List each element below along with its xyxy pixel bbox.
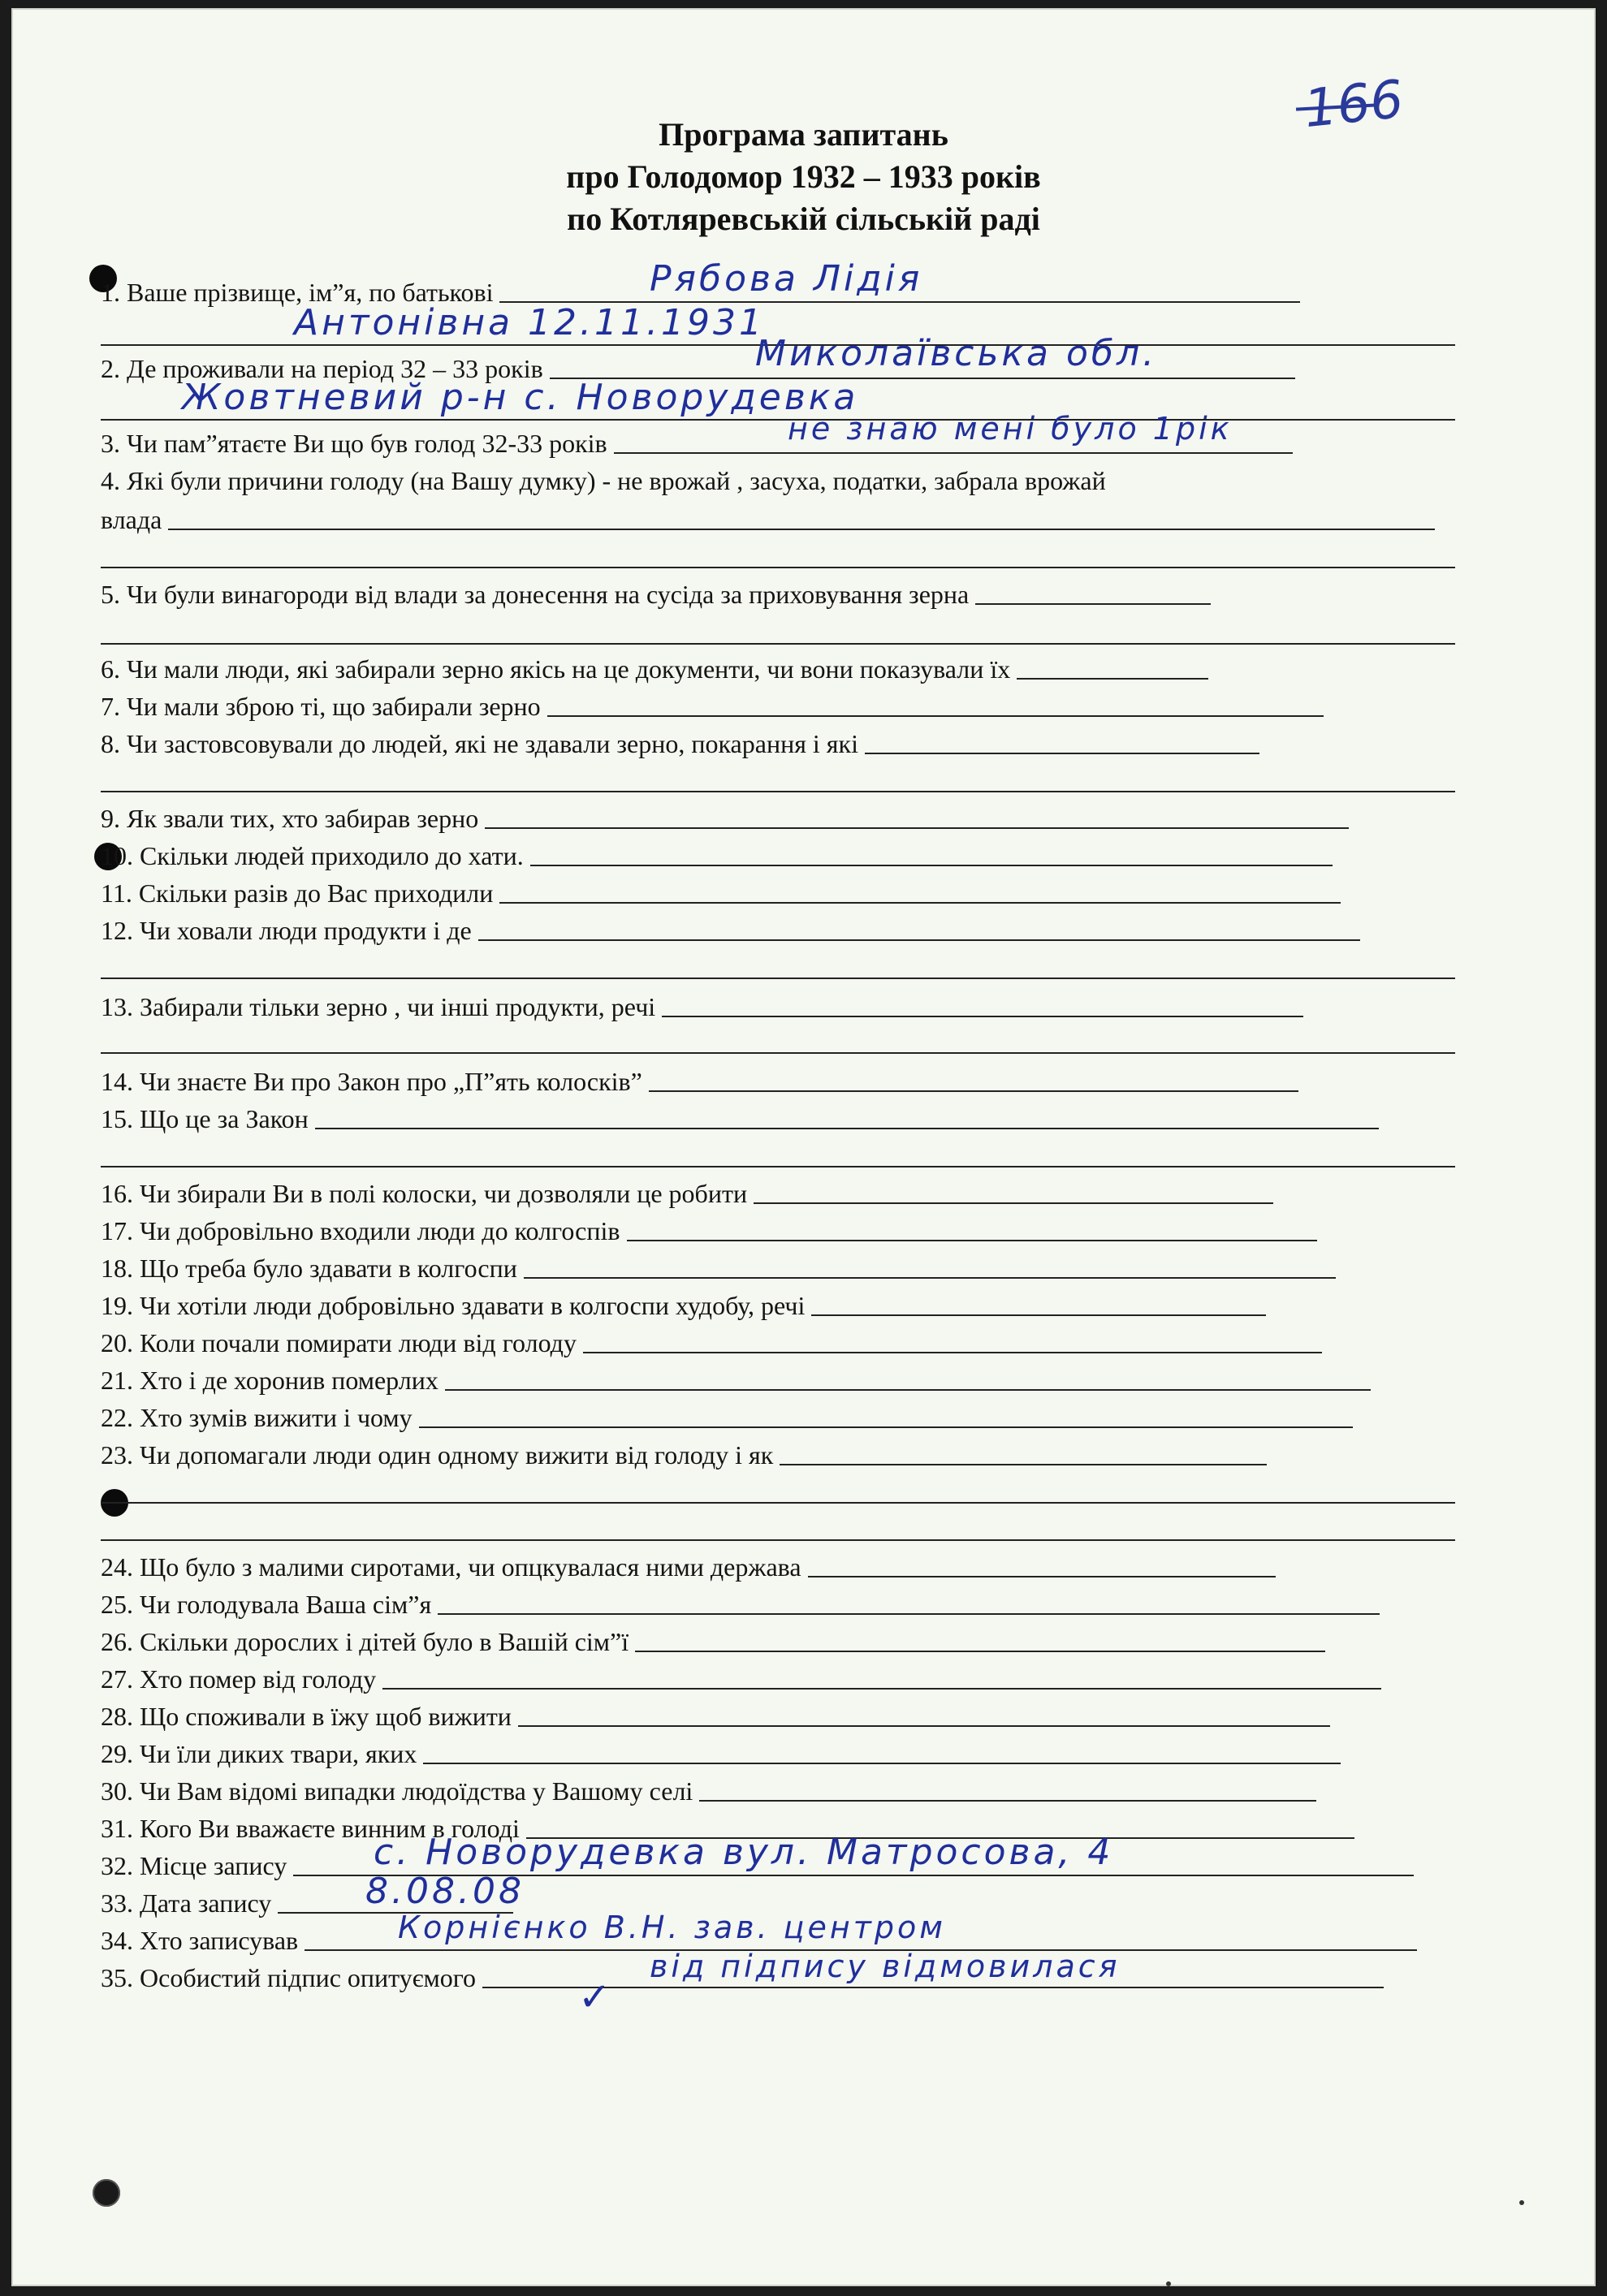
answer-1-line-2: Антонівна 12.11.1931	[294, 302, 765, 343]
title-line-1: Програма запитань	[659, 116, 948, 153]
checkmark-icon: ✓	[578, 1974, 611, 2020]
question-13: 13. Забирали тільки зерно , чи інші продукти, речі	[101, 992, 1303, 1022]
answer-2-line-1: Миколаївська обл.	[755, 333, 1158, 374]
answer-line	[101, 1052, 1455, 1054]
question-25: 25. Чи голодувала Ваша сім”я	[101, 1590, 1380, 1620]
question-3: 3. Чи пам”ятаєте Ви що був голод 32-33 років	[101, 429, 1293, 459]
question-33: 33. Дата запису	[101, 1888, 513, 1918]
question-14: 14. Чи знаєте Ви про Закон про „П”ять колосків”	[101, 1067, 1298, 1097]
question-31: 31. Кого Ви вважаєте винним в голоді	[101, 1814, 1354, 1844]
answer-33: 8.08.08	[365, 1871, 525, 1912]
answer-line	[101, 567, 1455, 568]
question-29: 29. Чи їли диких твари, яких	[101, 1739, 1341, 1769]
answer-line	[101, 1166, 1455, 1167]
question-2: 2. Де проживали на період 32 – 33 років	[101, 354, 1295, 384]
answer-line	[101, 1539, 1455, 1541]
answer-line	[101, 1502, 1455, 1504]
answer-line	[101, 791, 1455, 792]
question-28: 28. Що споживали в їжу щоб вижити	[101, 1702, 1330, 1732]
question-5: 5. Чи були винагороди від влади за донесення на сусіда за приховування зерна	[101, 580, 1211, 610]
question-34: 34. Хто записував	[101, 1926, 1417, 1956]
question-10: 10. Скільки людей приходило до хати.	[101, 841, 1333, 871]
question-6: 6. Чи мали люди, які забирали зерно якісь на це документи, чи вони показували їх	[101, 654, 1208, 684]
answer-line	[101, 643, 1455, 645]
speck	[1166, 2281, 1171, 2286]
question-32: 32. Місце запису	[101, 1851, 1414, 1881]
answer-1-line-1: Рябова Лідія	[650, 258, 923, 300]
question-18: 18. Що треба було здавати в колгоспи	[101, 1254, 1336, 1284]
question-9: 9. Як звали тих, хто забирав зерно	[101, 804, 1349, 834]
answer-34: Корнієнко В.Н. зав. центром	[398, 1910, 946, 1945]
title-line-3: по Котляревській сільській раді	[567, 201, 1040, 237]
question-20: 20. Коли почали помирати люди від голоду	[101, 1328, 1322, 1358]
question-11: 11. Скільки разів до Вас приходили	[101, 878, 1341, 908]
answer-32: с. Новорудевка вул. Матросова, 4	[374, 1832, 1114, 1873]
answer-2-line-2: Жовтневий р-н с. Новорудевка	[182, 377, 859, 418]
page-number: 166	[1301, 69, 1406, 140]
question-24: 24. Що було з малими сиротами, чи опцкувалася ними держава	[101, 1552, 1276, 1582]
question-21: 21. Хто і де хоронив померлих	[101, 1366, 1371, 1396]
answer-3: не знаю мені було 1рік	[788, 411, 1233, 447]
answer-line	[101, 419, 1455, 421]
question-4-cont: влада	[101, 505, 1435, 535]
question-27: 27. Хто помер від голоду	[101, 1664, 1381, 1694]
question-19: 19. Чи хотіли люди добровільно здавати в колгоспи худобу, речі	[101, 1291, 1266, 1321]
question-26: 26. Скільки дорослих і дітей було в Вашій сім”ї	[101, 1627, 1325, 1657]
question-30: 30. Чи Вам відомі випадки людоїдства у Вашому селі	[101, 1776, 1316, 1806]
question-7: 7. Чи мали зброю ті, що забирали зерно	[101, 692, 1324, 722]
question-17: 17. Чи добровільно входили люди до колгоспів	[101, 1216, 1317, 1246]
question-22: 22. Хто зумів вижити і чому	[101, 1403, 1353, 1433]
question-1: 1. Ваше прізвище, ім”я, по батькові	[101, 278, 1300, 308]
question-16: 16. Чи збирали Ви в полі колоски, чи дозволяли це робити	[101, 1179, 1273, 1209]
question-15: 15. Що це за Закон	[101, 1104, 1379, 1134]
question-23: 23. Чи допомагали люди один одному вижити від голоду і як	[101, 1440, 1267, 1470]
title-line-2: про Голодомор 1932 – 1933 років	[566, 158, 1041, 195]
answer-line	[101, 978, 1455, 979]
answer-35: від підпису відмовилася	[650, 1949, 1121, 1984]
punch-hole	[93, 2179, 120, 2207]
question-8: 8. Чи застовсовували до людей, які не здавали зерно, покарання і які	[101, 729, 1259, 759]
question-12: 12. Чи ховали люди продукти і де	[101, 916, 1360, 946]
speck	[1519, 2200, 1524, 2205]
question-4: 4. Які були причини голоду (на Вашу думку) - не врожай , засуха, податки, забрала врожай	[101, 466, 1106, 495]
question-35: 35. Особистий підпис опитуємого	[101, 1963, 1384, 1993]
